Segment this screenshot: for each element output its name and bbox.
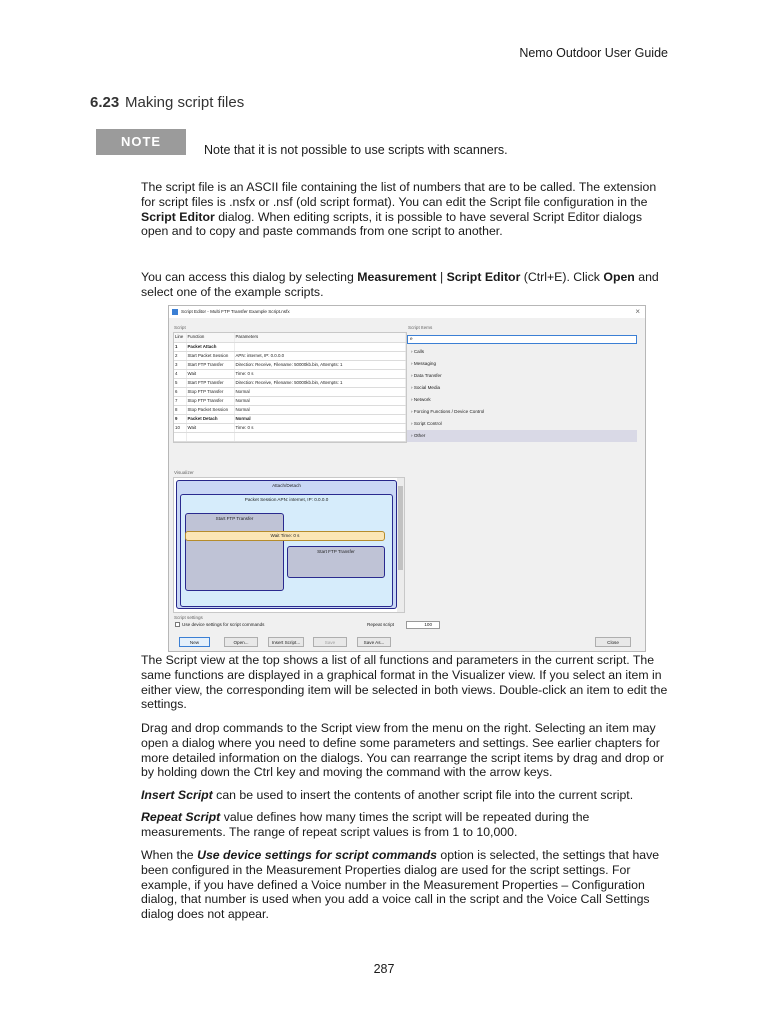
table-cell: 6 — [174, 387, 186, 396]
table-row[interactable] — [174, 414, 406, 423]
access-text-3: (Ctrl+E). Click — [520, 270, 604, 284]
column-header[interactable]: Function — [186, 333, 234, 342]
table-cell: Start FTP Transfer — [186, 378, 234, 387]
table-cell: Time: 0 s — [234, 423, 406, 432]
note-badge: NOTE — [96, 129, 186, 155]
menu-item-label: Data Transfer — [413, 373, 442, 378]
app-icon — [172, 309, 178, 315]
column-header[interactable]: Parameters — [234, 333, 406, 342]
visualizer-scrollbar[interactable] — [397, 478, 404, 612]
table-cell: Start FTP Transfer — [186, 360, 234, 369]
visualizer-view[interactable] — [173, 477, 405, 613]
save-button[interactable]: Save — [313, 637, 347, 647]
script-group-label: Script — [174, 325, 186, 330]
menu-item-label: Social Media — [413, 385, 441, 390]
chevron-right-icon: › — [411, 349, 414, 354]
search-value: e — [410, 336, 413, 341]
table-cell: Start Packet Session — [186, 351, 234, 360]
repeat-script-text: value defines how many times the script will be repeated during the measurements. The range of repeat script values is from 1 to 10,000. — [141, 810, 590, 839]
menu-item-label: Calls — [413, 349, 425, 354]
table-cell: Normal — [234, 414, 406, 423]
intro-text-2: dialog. When editing scripts, it is possible to have several Script Editor dialogs open and to copy and paste commands from one script to another. — [141, 209, 642, 239]
table-cell: 4 — [174, 369, 186, 378]
visualizer-label: Visualizer — [174, 470, 194, 475]
table-cell: Packet Attach — [186, 342, 234, 351]
dialog-title: Script Editor - Multi FTP Transfer Example Script.nsfx — [181, 309, 290, 314]
table-cell: 10 — [174, 423, 186, 432]
chevron-right-icon: › — [411, 385, 414, 390]
close-button[interactable]: Close — [595, 637, 631, 647]
drag-paragraph: Drag and drop commands to the Script view from the menu on the right. Selecting an item may open a dialog where you need to define some parameters and settings. See earlier chapters for more detailed information on the dialogs. You can rearrange the script items by drag and drop or by holding down the Ctrl key and moving the command with the arrow keys. — [141, 721, 664, 780]
page-number: 287 — [373, 962, 395, 976]
chevron-right-icon: › — [411, 361, 414, 366]
table-cell: Packet Detach — [186, 414, 234, 423]
script-settings-label: Script settings — [174, 615, 203, 620]
device-settings-checkbox[interactable] — [175, 622, 180, 627]
script-menu-item[interactable] — [407, 346, 637, 358]
table-cell: 8 — [174, 405, 186, 414]
device-text-1: When the — [141, 848, 198, 862]
insert-script-term: Insert Script — [141, 788, 213, 802]
visualizer-ftp-block[interactable] — [287, 546, 385, 578]
device-settings-paragraph — [141, 848, 671, 922]
table-cell: Normal — [234, 387, 406, 396]
table-row[interactable] — [174, 378, 406, 387]
table-cell — [174, 432, 186, 441]
script-menu-item[interactable] — [407, 394, 637, 406]
insert-script-paragraph — [141, 788, 671, 803]
save-as-button[interactable]: Save As... — [357, 637, 391, 647]
script-menu-item[interactable] — [407, 358, 637, 370]
table-cell: Stop Packet Session — [186, 405, 234, 414]
table-cell: Direction: Receive, Filename: 50000kb.bin, Attempts: 1 — [234, 360, 406, 369]
column-header[interactable]: Line — [174, 333, 186, 342]
repeat-script-input[interactable] — [406, 621, 440, 629]
access-text-1: You can access this dialog by selecting — [141, 270, 358, 284]
table-cell — [234, 432, 406, 441]
table-cell: 3 — [174, 360, 186, 369]
intro-script-editor: Script Editor — [141, 209, 215, 224]
access-script-editor: Script Editor — [446, 270, 521, 284]
table-cell — [186, 432, 234, 441]
table-cell: 2 — [174, 351, 186, 360]
ftp-label: Start FTP Transfer — [215, 516, 254, 521]
section-number: 6.23 — [90, 94, 120, 111]
table-cell: Stop FTP Transfer — [186, 396, 234, 405]
access-measurement: Measurement — [357, 270, 437, 284]
table-row[interactable] — [174, 351, 406, 360]
table-cell — [234, 342, 406, 351]
dialog-titlebar — [169, 306, 645, 318]
table-cell: 5 — [174, 378, 186, 387]
table-row-empty[interactable] — [174, 432, 406, 441]
script-menu-item[interactable] — [407, 418, 637, 430]
table-cell: Normal — [234, 396, 406, 405]
script-menu-item[interactable] — [407, 382, 637, 394]
device-text-2: option is selected, the settings that have been configured in the Measurement Properties dialog are used for the script settings. For example, if you have defined a Voice number in the Measurement Properties – Configuration dialog, that number is used when you add a voice call in the script and the Voice Call Settings dialog does not appear. — [141, 848, 660, 922]
chevron-right-icon: › — [411, 397, 414, 402]
script-items-menu — [407, 346, 637, 442]
table-row[interactable] — [174, 396, 406, 405]
repeat-script-term: Repeat Script — [141, 810, 221, 824]
access-separator: | — [436, 270, 447, 284]
table-row[interactable] — [174, 405, 406, 414]
attach-label: Attach/Detach — [272, 483, 301, 488]
intro-paragraph — [141, 180, 671, 239]
table-cell: Time: 0 s — [234, 369, 406, 378]
table-row[interactable] — [174, 387, 406, 396]
menu-item-label: Forcing Functions / Device Control — [413, 409, 485, 414]
script-menu-item[interactable] — [407, 430, 637, 442]
ftp-label: Start FTP Transfer — [317, 549, 355, 554]
views-paragraph: The Script view at the top shows a list of all functions and parameters in the current script. The same functions are displayed in a graphical format in the Visualizer view. If you select an item in either view, the corresponding item will be selected in both views. Double-click an item to edit the settings. — [141, 653, 668, 712]
script-menu-item[interactable] — [407, 406, 637, 418]
table-cell: 1 — [174, 342, 186, 351]
session-label: Packet Session APN: internet, IP: 0.0.0.0 — [244, 497, 329, 502]
script-editor-dialog — [168, 305, 646, 652]
script-table[interactable] — [173, 332, 407, 443]
table-cell: Normal — [234, 405, 406, 414]
wait-label: Wait Time: 0 s — [270, 533, 300, 538]
device-settings-label: Use device settings for script commands — [182, 622, 265, 627]
open-button[interactable]: Open... — [224, 637, 258, 647]
table-cell: 9 — [174, 414, 186, 423]
guide-title: Nemo Outdoor User Guide — [519, 46, 668, 60]
chevron-right-icon: › — [411, 421, 414, 426]
menu-item-label: Network — [413, 397, 431, 402]
table-cell: Stop FTP Transfer — [186, 387, 234, 396]
script-items-label: Script Items — [408, 325, 433, 330]
repeat-script-paragraph — [141, 810, 671, 840]
repeat-value: 100 — [424, 622, 432, 627]
table-row[interactable] — [174, 423, 406, 432]
device-settings-term: Use device settings for script commands — [197, 848, 437, 862]
intro-text-1: The script file is an ASCII file containing the list of numbers that are to be called. The extension for script files is .nsfx or .nsf (old script format). You can edit the Script file configuration in the — [141, 180, 657, 209]
scrollbar-thumb[interactable] — [398, 486, 403, 570]
visualizer-ftp-block[interactable] — [185, 513, 284, 591]
table-cell: Direction: Receive, Filename: 50000kb.bin, Attempts: 1 — [234, 378, 406, 387]
insert-script-text: can be used to insert the contents of another script file into the current script. — [212, 788, 634, 802]
chevron-right-icon: › — [411, 409, 414, 414]
visualizer-wait-block[interactable] — [185, 531, 385, 541]
repeat-label: Repeat script — [367, 622, 395, 627]
menu-item-label: Messaging — [413, 361, 437, 366]
chevron-right-icon: › — [411, 373, 414, 378]
close-icon[interactable]: × — [635, 307, 640, 316]
access-text-4: and select one of the example scripts. — [141, 270, 659, 299]
table-row[interactable] — [174, 369, 406, 378]
access-open: Open — [603, 270, 635, 284]
script-menu-item[interactable] — [407, 370, 637, 382]
table-row[interactable] — [174, 360, 406, 369]
chevron-right-icon: › — [411, 433, 414, 438]
script-items-search-input[interactable] — [407, 335, 637, 344]
access-paragraph — [141, 270, 671, 300]
note-text: Note that it is not possible to use scripts with scanners. — [204, 143, 508, 157]
new-button[interactable]: New — [179, 637, 210, 647]
table-cell: Wait — [186, 423, 234, 432]
table-cell: Wait — [186, 369, 234, 378]
table-cell: APN: internet, IP: 0.0.0.0 — [234, 351, 406, 360]
table-cell: 7 — [174, 396, 186, 405]
section-title: Making script files — [125, 94, 245, 111]
table-row[interactable] — [174, 342, 406, 351]
insert-script-button[interactable]: Insert Script... — [268, 637, 304, 647]
menu-item-label: Script Control — [413, 421, 442, 426]
menu-item-label: Other — [413, 433, 426, 438]
